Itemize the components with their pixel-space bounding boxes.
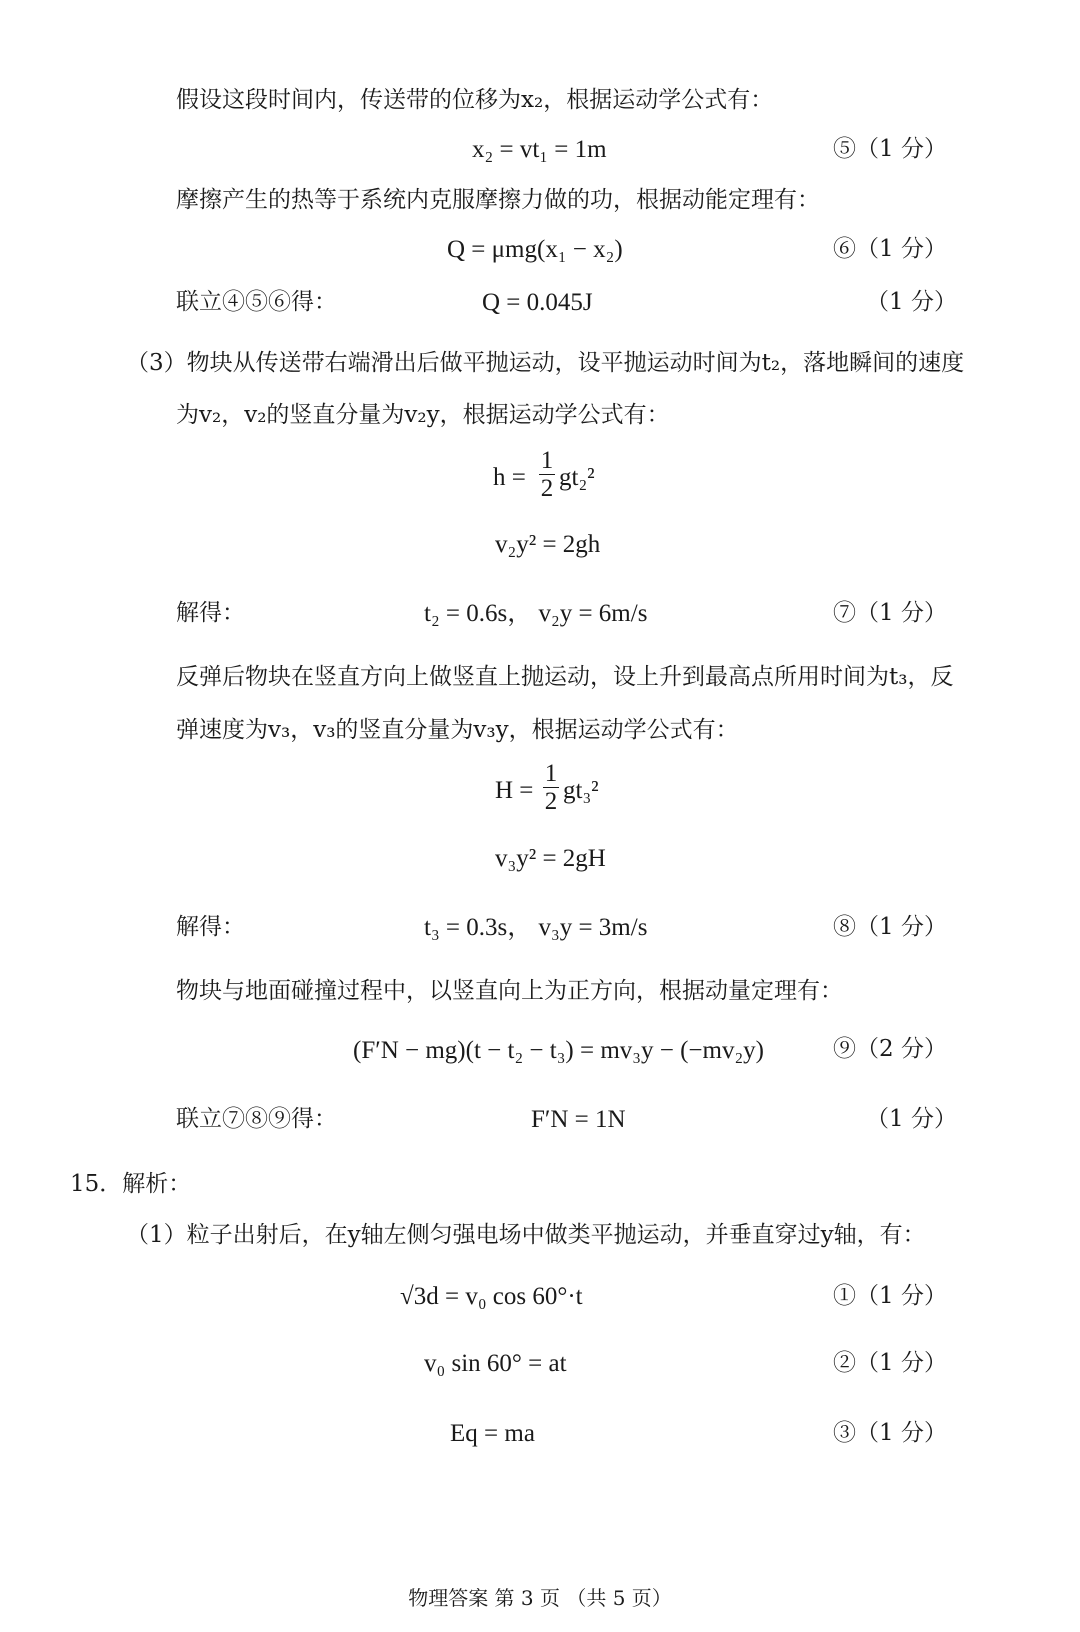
section-15-heading: 15．解析： xyxy=(70,1171,192,1197)
score-8: ⑧（1 分） xyxy=(833,914,947,940)
text-line-3: （3）物块从传送带右端滑出后做平抛运动，设平抛运动时间为t₂，落地瞬间的速度 xyxy=(126,350,965,376)
text-line-2: 摩擦产生的热等于系统内克服摩擦力做的功，根据动能定理有： xyxy=(176,187,820,213)
page-footer: 物理答案 第 3 页 （共 5 页） xyxy=(408,1586,672,1610)
eq-H-denominator: 2 xyxy=(544,788,558,815)
text-line-7: 物块与地面碰撞过程中，以竖直向上为正方向，根据动量定理有： xyxy=(176,978,843,1004)
score-FN: （1 分） xyxy=(866,1106,957,1132)
score-3: ③（1 分） xyxy=(833,1420,947,1446)
score-6: ⑥（1 分） xyxy=(833,236,947,262)
result-t3: t₃ = 0.3s， v₃y = 3m/s xyxy=(424,914,648,941)
equation-3: Eq = ma xyxy=(450,1420,535,1447)
result-Q: Q = 0.045J xyxy=(482,289,593,316)
equation-5: x₂ = vt₁ = 1m xyxy=(472,136,607,163)
eq-H-rhs: gt₃² xyxy=(563,777,599,804)
score-Q: （1 分） xyxy=(866,289,957,315)
score-5: ⑤（1 分） xyxy=(833,136,947,162)
score-9: ⑨（2 分） xyxy=(833,1036,947,1062)
equation-2: v₀ sin 60° = at xyxy=(424,1350,567,1377)
combine-label-2: 联立⑦⑧⑨得： xyxy=(176,1106,337,1132)
result-t2: t₂ = 0.6s， v₂y = 6m/s xyxy=(424,600,648,627)
score-2: ②（1 分） xyxy=(833,1350,947,1376)
text-line-6: 弹速度为v₃，v₃的竖直分量为v₃y，根据运动学公式有： xyxy=(176,717,739,743)
eq-h-frac xyxy=(539,448,555,503)
eq-H-frac xyxy=(543,761,559,816)
score-7: ⑦（1 分） xyxy=(833,600,947,626)
eq-H-lhs: H = xyxy=(495,777,534,804)
equation-v2y: v₂y² = 2gh xyxy=(495,531,601,558)
result-FN: F′N = 1N xyxy=(531,1106,626,1133)
equation-momentum: (F′N − mg)(t − t₂ − t₃) = mv₃y − (−mv₂y) xyxy=(353,1037,765,1064)
equation-6: Q = μmg(x₁ − x₂) xyxy=(447,236,623,263)
combine-label-1: 联立④⑤⑥得： xyxy=(176,289,337,315)
score-1: ①（1 分） xyxy=(833,1283,947,1309)
equation-1: √3d = v₀ cos 60°·t xyxy=(400,1283,583,1310)
solve-label-2: 解得： xyxy=(176,914,245,940)
eq-h-lhs: h = xyxy=(493,464,526,491)
eq-H-numerator: 1 xyxy=(544,760,558,787)
solve-label-1: 解得： xyxy=(176,600,245,626)
equation-v3y: v₃y² = 2gH xyxy=(495,845,606,872)
eq-h-numerator: 1 xyxy=(540,447,554,474)
eq-h-rhs: gt₂² xyxy=(559,464,595,491)
eq-h-denominator: 2 xyxy=(540,475,554,502)
text-line-5: 反弹后物块在竖直方向上做竖直上抛运动，设上升到最高点所用时间为t₃，反 xyxy=(176,664,954,690)
text-line-8: （1）粒子出射后，在y轴左侧匀强电场中做类平抛运动，并垂直穿过y轴，有： xyxy=(126,1222,926,1248)
text-line-4: 为v₂，v₂的竖直分量为v₂y，根据运动学公式有： xyxy=(176,402,670,428)
text-line-1: 假设这段时间内，传送带的位移为x₂，根据运动学公式有： xyxy=(176,87,774,113)
